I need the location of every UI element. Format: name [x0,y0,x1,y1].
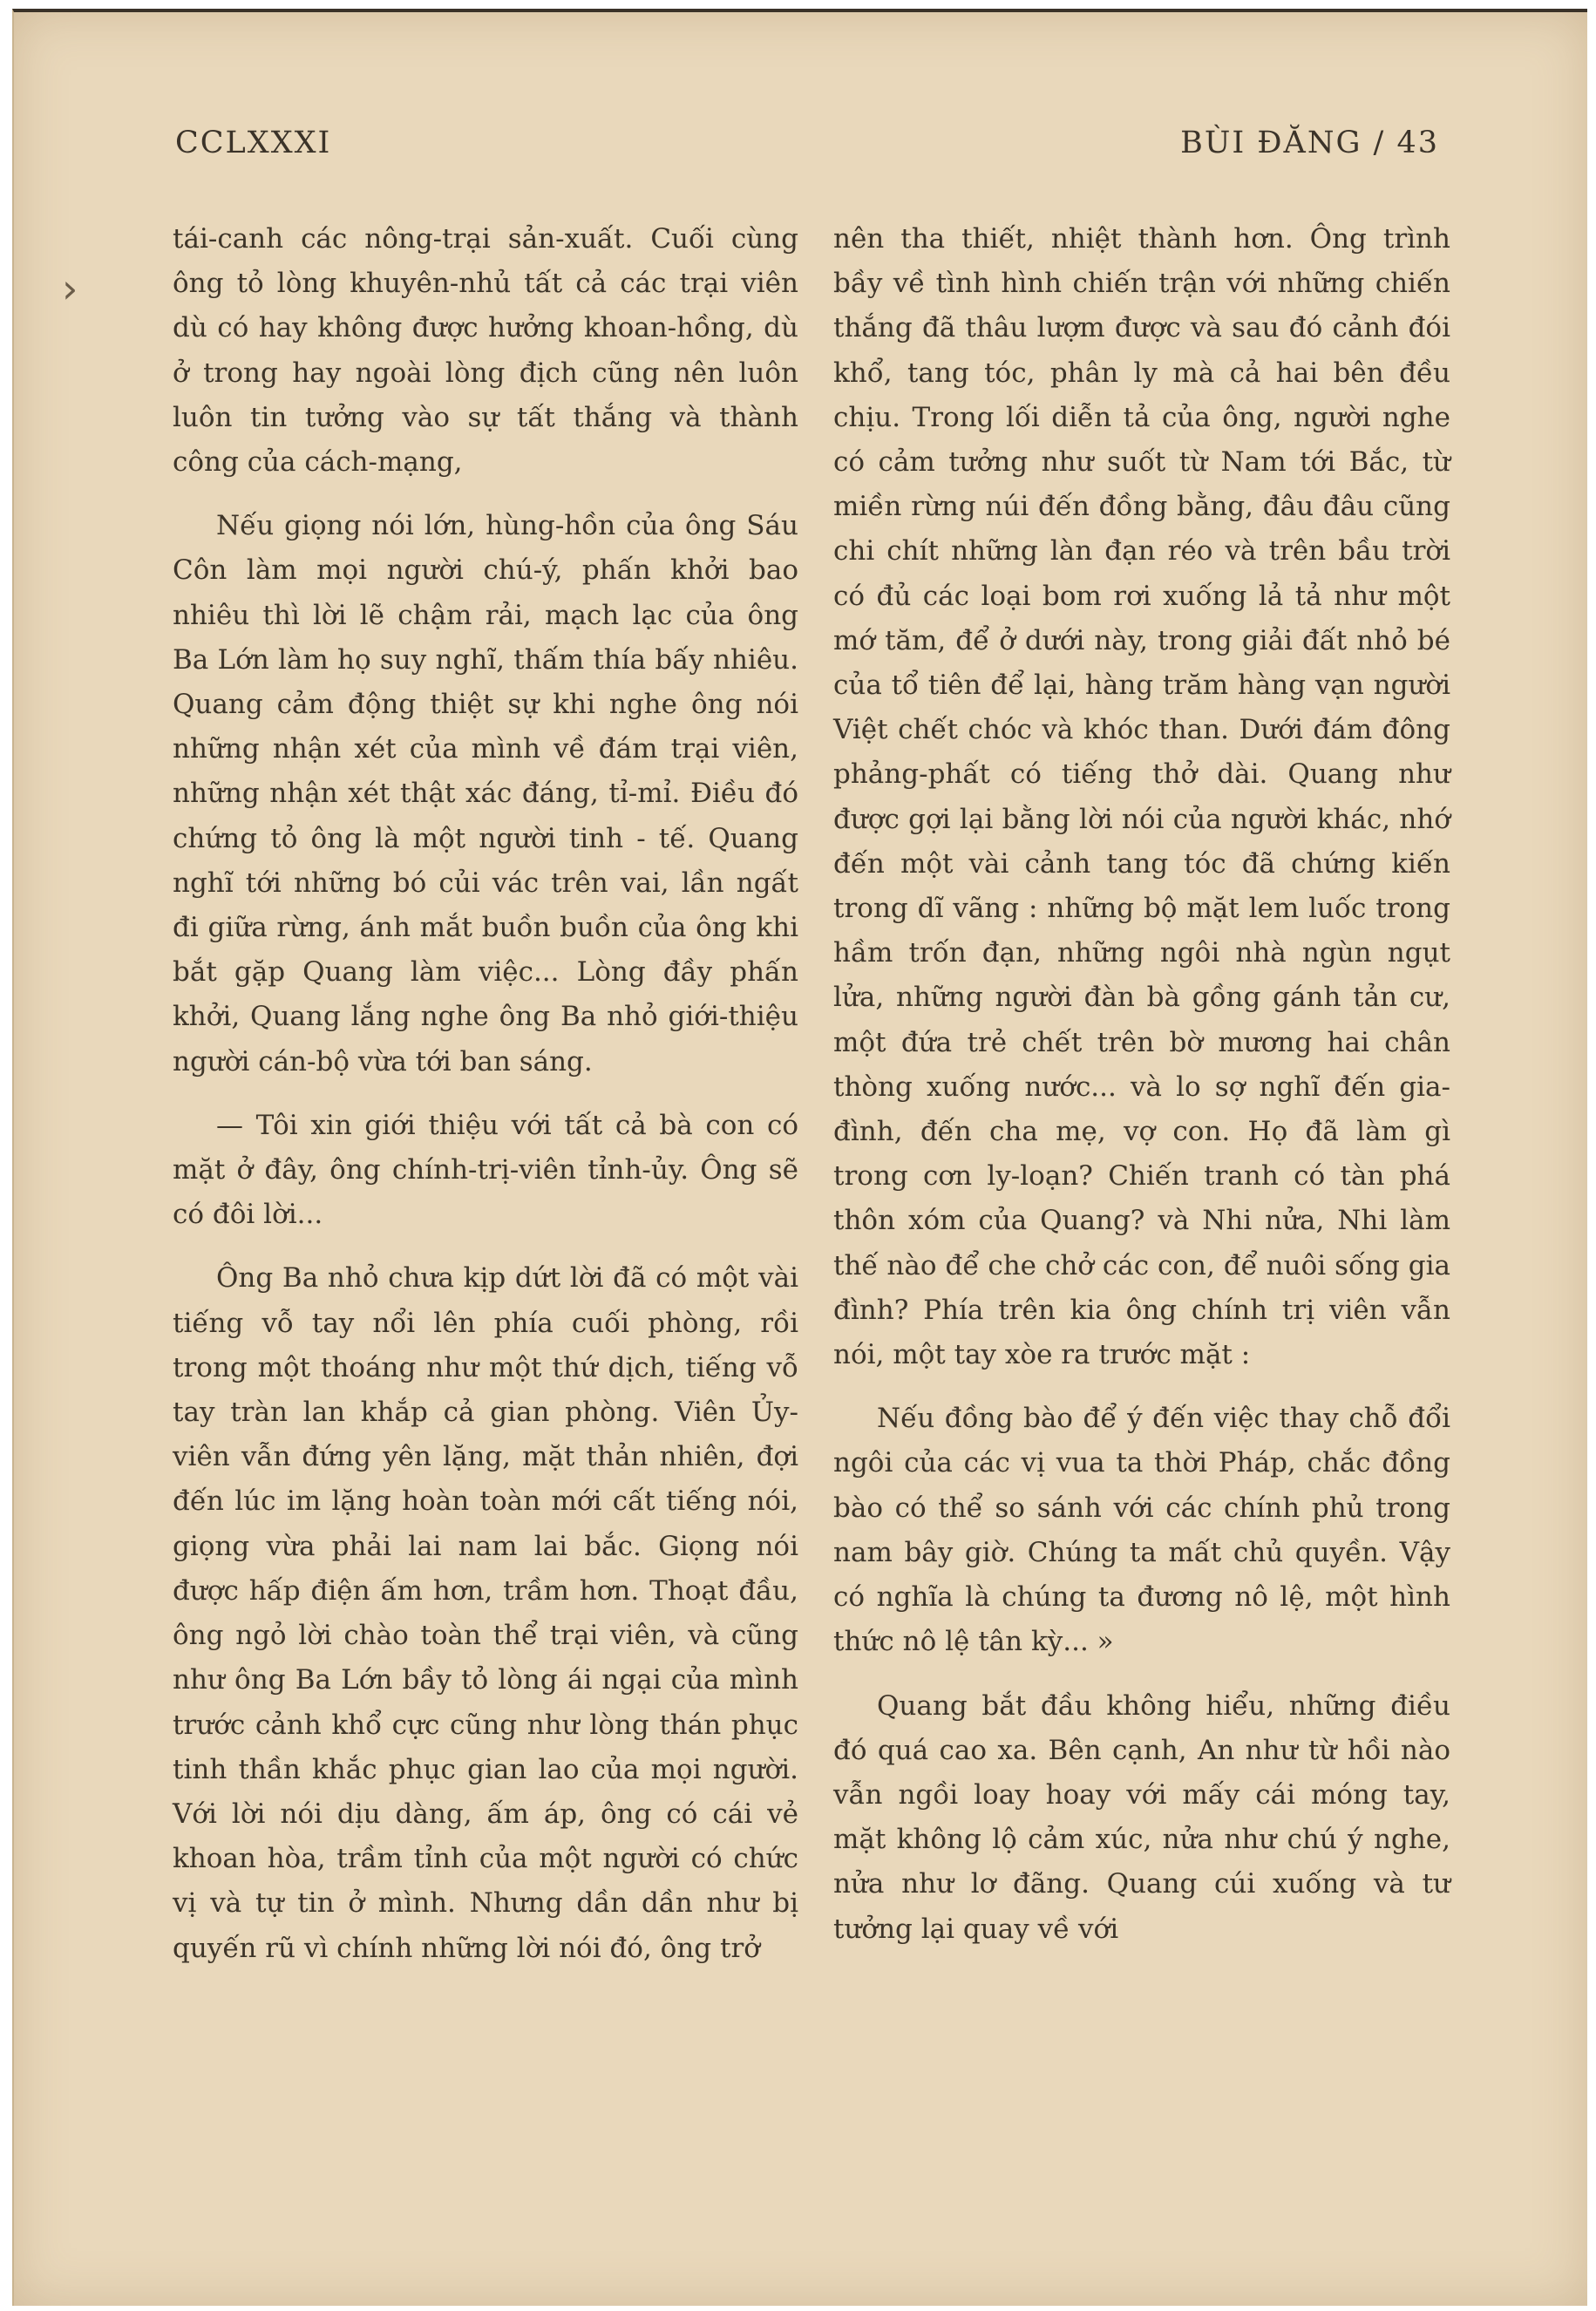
book-page [12,9,1587,2306]
paragraph: Nếu giọng nói lớn, hùng-hồn của ông Sáu Côn làm mọi người chú-ý, phấn khởi bao nhiêu thì lời lẽ chậm rải, mạch lạc của ông Ba Lớn làm họ suy nghĩ, thấm thía bấy nhiêu. Quang cảm động thiệt sự khi nghe ông nói những nhận xét của mình về đám trại viên, những nhận xét thật xác đáng, tỉ-mỉ. Điều đó chứng tỏ ông là một người tinh - tế. Quang nghĩ tới những bó củi vác trên vai, lần ngất đi giữa rừng, ánh mắt buồn buồn của ông khi bắt gặp Quang làm việc... Lòng đầy phấn khởi, Quang lắng nghe ông Ba nhỏ giới-thiệu người cán-bộ vừa tới ban sáng. [173,510,798,1077]
paragraph: Ông Ba nhỏ chưa kịp dứt lời đã có một vài tiếng vỗ tay nổi lên phía cuối phòng, rồi trong một thoáng như một thứ dịch, tiếng vỗ tay tràn lan khắp cả gian phòng. Viên Ủy-viên vẫn đứng yên lặng, mặt thản nhiên, đợi đến lúc im lặng hoàn toàn mới cất tiếng nói, giọng vừa phải lai nam lai bắc. Giọng nói được hấp điện ấm hơn, trầm hơn. Thoạt đầu, ông ngỏ lời chào toàn thể trại viên, và cũng như ông Ba Lớn bầy tỏ lòng ái ngại của mình trước cảnh khổ cực cũng như lòng thán phục tinh thần khắc phục gian lao của mọi người. Với lời nói dịu dàng, ấm áp, ông có cái vẻ khoan hòa, trầm tỉnh của một người có chức vị và tự tin ở mình. Nhưng dần dần như bị quyến rũ vì chính những lời nói đó, ông trở [173,1262,798,1964]
left-column [173,217,798,1971]
paragraph: Quang bắt đầu không hiểu, những điều đó quá cao xa. Bên cạnh, An như từ hồi nào vẫn ngồi loay hoay với mấy cái móng tay, mặt không lộ cảm xúc, nửa như chú ý nghe, nửa như lơ đãng. Quang cúi xuống và tư tưởng lại quay về với [833,1689,1450,1945]
paragraph: nên tha thiết, nhiệt thành hơn. Ông trình bầy về tình hình chiến trận với những chiến thắng đã thâu lượm được và sau đó cảnh đói khổ, tang tóc, phân ly mà cả hai bên đều chịu. Trong lối diễn tả của ông, người nghe có cảm tưởng như suốt từ Nam tới Bắc, từ miền rừng núi đến đồng bằng, đâu đâu cũng chi chít những làn đạn réo và trên bầu trời có đủ các loại bom rơi xuống lả tả như một mớ tăm, để ở dưới này, trong giải đất nhỏ bé của tổ tiên để lại, hàng trăm hàng vạn người Việt chết chóc và khóc than. Dưới đám đông phảng-phất có tiếng thở dài. Quang như được gợi lại bằng lời nói của người khác, nhớ đến một vài cảnh tang tóc đã chứng kiến trong dĩ vãng : những bộ mặt lem luốc trong hầm trốn đạn, những ngôi nhà ngùn ngụt lửa, những người đàn bà gồng gánh tản cư, một đứa trẻ chết trên bờ mương hai chân thòng xuống nước... và lo sợ nghĩ đến gia-đình, đến cha mẹ, vợ con. Họ đã làm gì trong cơn ly-loạn? Chiến tranh có tàn phá thôn xóm của Quang? và Nhi nửa, Nhi làm thế nào để che chở các con, để nuôi sống gia đình? Phía trên kia ông chính trị viên vẫn nói, một tay xòe ra trước mặt : [833,223,1450,1371]
paragraph: tái-canh các nông-trại sản-xuất. Cuối cùng ông tỏ lòng khuyên-nhủ tất cả các trại viên dù có hay không được hưởng khoan-hồng, dù ở trong hay ngoài lòng địch cũng nên luôn luôn tin tưởng vào sự tất thắng và thành công của cách-mạng, [173,223,798,479]
author-page-number: BÙI ĐĂNG / 43 [1180,126,1439,160]
margin-mark: › [62,265,78,312]
page-header [175,126,1439,169]
paragraph: Nếu đồng bào để ý đến việc thay chỗ đổi ngôi của các vị vua ta thời Pháp, chắc đồng bào có thể so sánh với các chính phủ trong nam bây giờ. Chúng ta mất chủ quyền. Vậy có nghĩa là chúng ta đương nô lệ, một hình thức nô lệ tân kỳ... » [833,1403,1450,1658]
issue-number: CCLXXXI [175,126,332,160]
paragraph: — Tôi xin giới thiệu với tất cả bà con có mặt ở đây, ông chính-trị-viên tỉnh-ủy. Ông sẽ có đôi lời... [173,1109,798,1231]
right-column [833,217,1450,1952]
